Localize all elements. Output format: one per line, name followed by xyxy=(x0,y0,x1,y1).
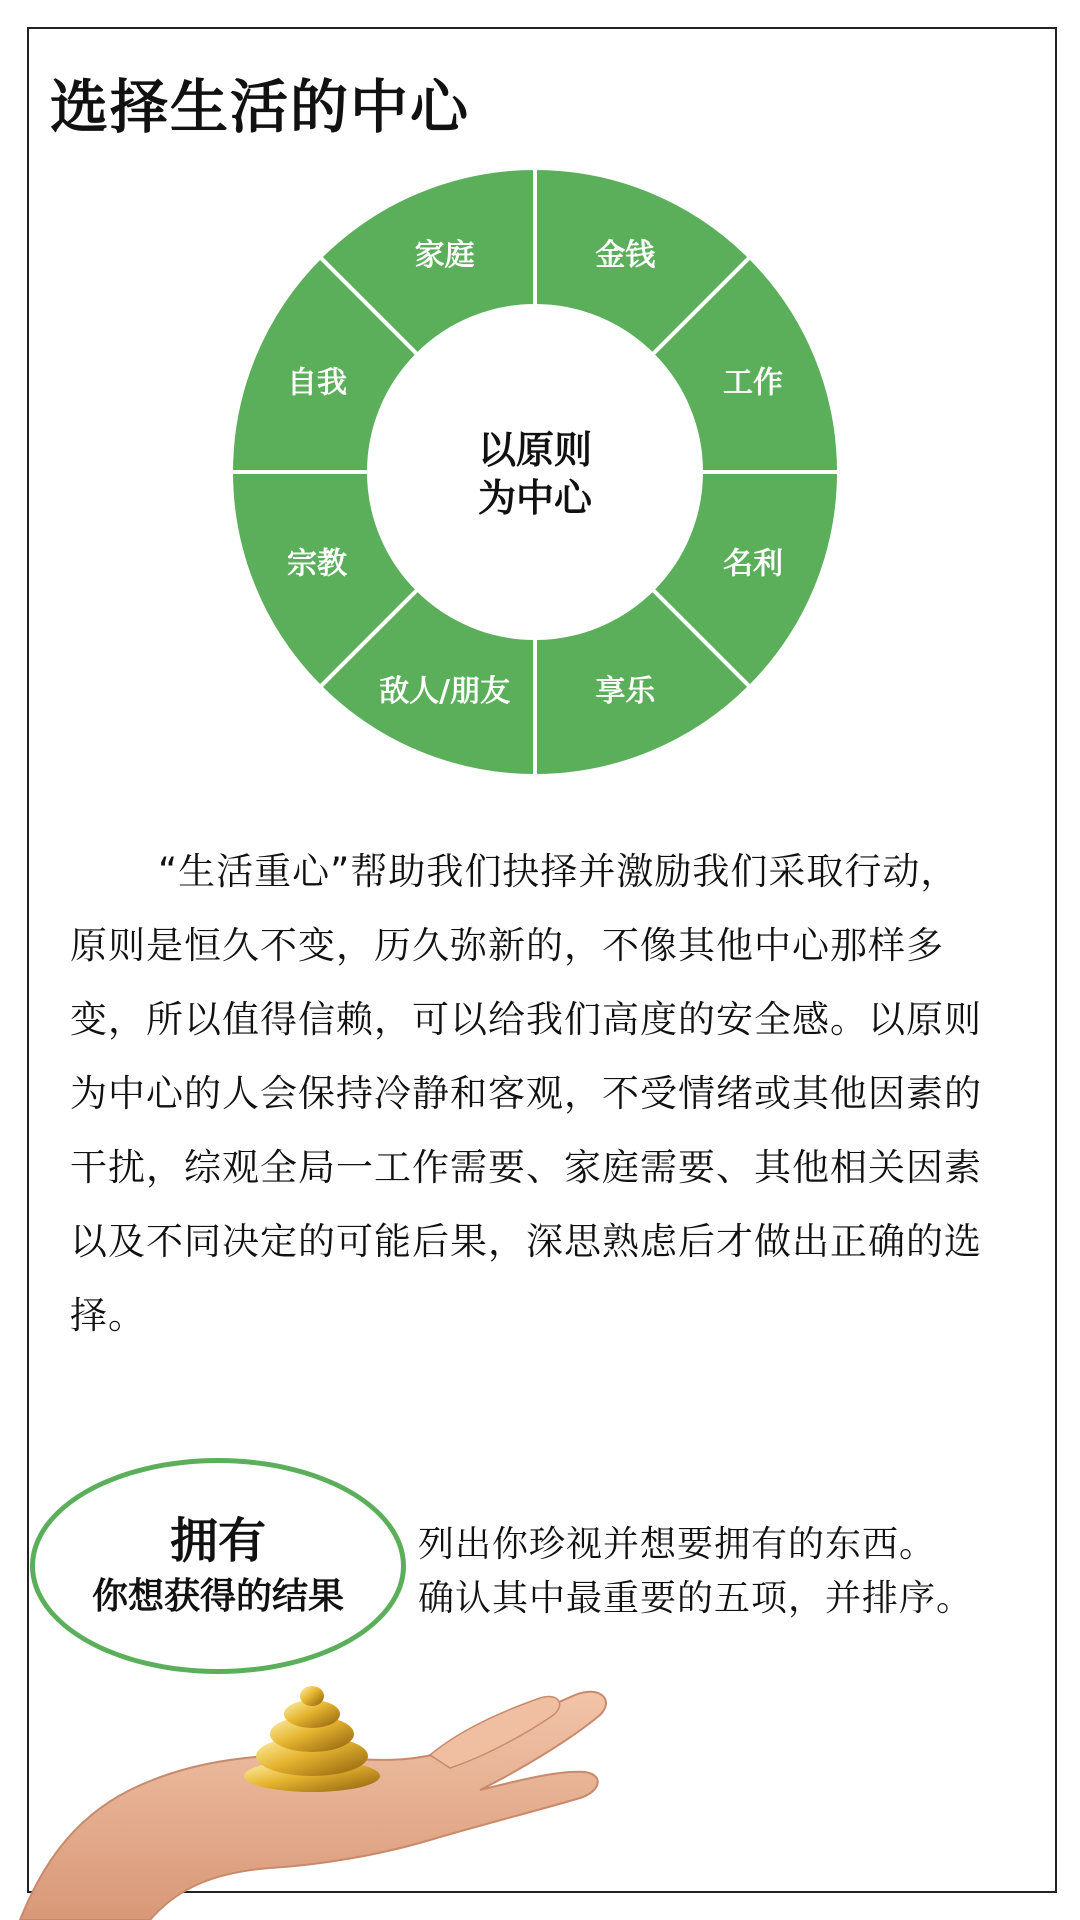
wheel-segment-label: 名利 xyxy=(723,546,784,582)
goal-subtitle: 你想获得的结果 xyxy=(91,1576,344,1617)
goal-instructions xyxy=(418,1518,1058,1626)
goal-ellipse xyxy=(30,1458,406,1674)
goal-title: 拥有 xyxy=(169,1513,266,1569)
wheel-segment-label: 工作 xyxy=(723,365,784,401)
gold-ingot-icon xyxy=(232,1676,392,1796)
instruction-line-1: 列出你珍视并想要拥有的东西。 xyxy=(418,1524,937,1565)
body-paragraph: “生活重心”帮助我们抉择并激励我们采取行动，原则是恒久不变，历久弥新的，不像其他中心那样多变，所以值得信赖，可以给我们高度的安全感。以原则为中心的人会保持冷静和客观，不受情绪或其他因素的干扰，综观全局一工作需要、家庭需要、其他相关因素以及不同决定的可能后果，深思熟虑后才做出正确的选择。 xyxy=(70,850,982,1337)
wheel-segment-label: 宗教 xyxy=(286,546,347,582)
wheel-center-line1: 以原则 xyxy=(477,428,593,472)
life-center-wheel xyxy=(0,0,1080,800)
wheel-segment-label: 享乐 xyxy=(595,674,656,710)
wheel-segment-label: 敌人/朋友 xyxy=(379,674,511,710)
instruction-line-2: 确认其中最重要的五项，并排序。 xyxy=(418,1578,974,1619)
wheel-segment-label: 金钱 xyxy=(595,237,656,273)
page-title: 选择生活的中心 xyxy=(50,73,471,141)
wheel-segment-label: 家庭 xyxy=(414,237,475,273)
wheel-segment-label: 自我 xyxy=(286,365,347,401)
wheel-center-line2: 为中心 xyxy=(477,476,593,520)
